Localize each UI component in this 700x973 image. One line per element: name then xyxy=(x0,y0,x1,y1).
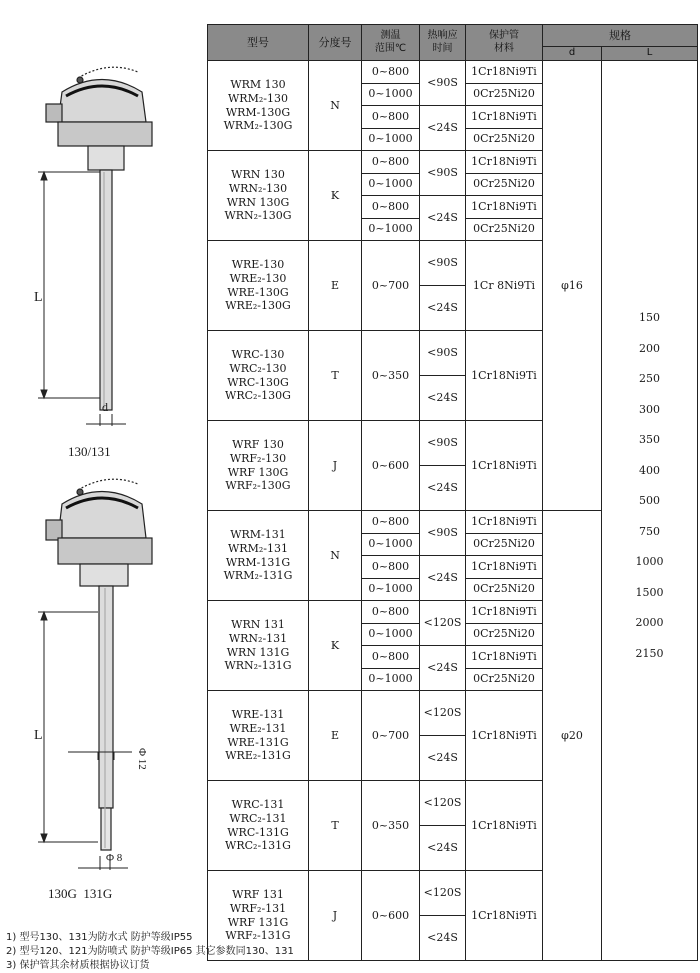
model-name: WRC-131 xyxy=(231,798,285,811)
model-name: WRN 131 xyxy=(231,618,285,631)
range-cell: 0~800 xyxy=(362,151,420,174)
header-range: 测温 范围℃ xyxy=(362,25,420,61)
material-cell: 0Cr25Ni20 xyxy=(466,128,543,151)
range-cell: 0~1000 xyxy=(362,578,420,601)
label-130-131: 130/131 xyxy=(68,444,111,459)
dim-L-top: L xyxy=(34,290,43,305)
range-cell: 0~600 xyxy=(362,421,420,511)
response-cell: <90S xyxy=(420,511,466,556)
model-name: WRC₂-130 xyxy=(229,361,287,375)
response-cell: <24S xyxy=(420,286,466,331)
model-name: WRF 131G xyxy=(227,915,289,929)
response-cell: <24S xyxy=(420,196,466,241)
range-cell: 0~800 xyxy=(362,601,420,624)
material-cell: 0Cr25Ni20 xyxy=(466,578,543,601)
graduation-cell: K xyxy=(309,601,362,691)
range-cell: 0~600 xyxy=(362,871,420,961)
model-name: WRN₂-130G xyxy=(224,209,292,223)
model-cell xyxy=(208,601,309,691)
graduation-cell: E xyxy=(309,691,362,781)
material-cell: 1Cr18Ni9Ti xyxy=(466,781,543,871)
model-name: WRM-131 xyxy=(230,528,286,541)
length-value: 400 xyxy=(639,463,660,477)
range-cell: 0~800 xyxy=(362,646,420,669)
graduation-cell: N xyxy=(309,61,362,151)
product-drawings xyxy=(0,0,205,920)
model-cell xyxy=(208,421,309,511)
model-name: WRF 130G xyxy=(227,465,289,479)
response-cell: <90S xyxy=(420,61,466,106)
response-cell: <24S xyxy=(420,556,466,601)
table-row xyxy=(208,61,698,84)
model-name: WRN 131G xyxy=(226,645,290,659)
material-cell: 1Cr 8Ni9Ti xyxy=(466,241,543,331)
length-value: 1500 xyxy=(635,585,664,599)
header-response: 热响应 时间 xyxy=(420,25,466,61)
range-cell: 0~1000 xyxy=(362,173,420,196)
model-name: WRM₂-130 xyxy=(228,91,288,105)
material-cell: 1Cr18Ni9Ti xyxy=(466,511,543,534)
model-name: WRC₂-130G xyxy=(225,389,291,403)
response-cell: <120S xyxy=(420,691,466,736)
range-cell: 0~350 xyxy=(362,331,420,421)
dim-d-top: d xyxy=(102,400,108,414)
response-cell: <24S xyxy=(420,916,466,961)
response-cell: <24S xyxy=(420,646,466,691)
model-name: WRN 130G xyxy=(226,195,290,209)
range-cell: 0~800 xyxy=(362,556,420,579)
range-cell: 0~1000 xyxy=(362,623,420,646)
range-cell: 0~1000 xyxy=(362,668,420,691)
dim-L-bottom: L xyxy=(34,728,43,743)
model-name: WRE-130G xyxy=(227,285,289,299)
material-cell: 0Cr25Ni20 xyxy=(466,218,543,241)
model-cell xyxy=(208,61,309,151)
range-cell: 0~700 xyxy=(362,241,420,331)
response-cell: <90S xyxy=(420,421,466,466)
model-name: WRN₂-131 xyxy=(228,631,288,645)
model-name: WRM 130 xyxy=(230,78,286,91)
model-name: WRM₂-131 xyxy=(228,541,288,555)
material-cell: 0Cr25Ni20 xyxy=(466,533,543,556)
model-name: WRE-131 xyxy=(231,708,285,721)
model-name: WRC-131G xyxy=(227,825,289,839)
model-name: WRE₂-130G xyxy=(225,299,291,313)
length-value: 500 xyxy=(639,494,660,507)
model-name: WRM-131G xyxy=(225,555,291,569)
range-cell: 0~350 xyxy=(362,781,420,871)
material-cell: 1Cr18Ni9Ti xyxy=(466,601,543,624)
diameter-cell: φ16 xyxy=(543,61,602,511)
material-cell: 1Cr18Ni9Ti xyxy=(466,151,543,174)
material-cell: 1Cr18Ni9Ti xyxy=(466,691,543,781)
response-cell: <24S xyxy=(420,376,466,421)
response-cell: <120S xyxy=(420,871,466,916)
model-name: WRC-130 xyxy=(231,348,285,361)
model-cell xyxy=(208,151,309,241)
model-name: WRF 130 xyxy=(232,438,284,451)
model-cell xyxy=(208,781,309,871)
material-cell: 1Cr18Ni9Ti xyxy=(466,421,543,511)
range-cell: 0~800 xyxy=(362,196,420,219)
length-value: 350 xyxy=(639,433,660,446)
length-value: 1000 xyxy=(635,555,664,568)
graduation-cell: N xyxy=(309,511,362,601)
response-cell: <90S xyxy=(420,241,466,286)
model-name: WRN 130 xyxy=(231,168,285,181)
range-cell: 0~1000 xyxy=(362,83,420,106)
model-name: WRM₂-130G xyxy=(223,119,293,133)
header-material: 保护管 材料 xyxy=(466,25,543,61)
material-cell: 0Cr25Ni20 xyxy=(466,83,543,106)
length-value: 200 xyxy=(639,341,660,355)
model-cell xyxy=(208,511,309,601)
model-name: WRF 131 xyxy=(232,888,284,901)
model-name: WRF₂-131 xyxy=(229,901,287,915)
response-cell: <24S xyxy=(420,106,466,151)
range-cell: 0~800 xyxy=(362,106,420,129)
response-cell: <90S xyxy=(420,331,466,376)
response-cell: <24S xyxy=(420,736,466,781)
length-value: 150 xyxy=(639,311,660,324)
range-cell: 0~800 xyxy=(362,61,420,84)
label-130G-131G: 130G 131G xyxy=(48,886,113,901)
model-name: WRC₂-131G xyxy=(225,839,291,853)
length-value: 750 xyxy=(639,524,660,538)
header-graduation: 分度号 xyxy=(309,25,362,61)
thermocouple-130G-drawing xyxy=(46,479,152,850)
model-cell xyxy=(208,241,309,331)
spec-table xyxy=(207,24,698,961)
footnotes xyxy=(6,931,294,973)
graduation-cell: K xyxy=(309,151,362,241)
model-name: WRM-130G xyxy=(225,105,291,119)
model-name: WRN₂-131G xyxy=(224,659,292,673)
material-cell: 0Cr25Ni20 xyxy=(466,668,543,691)
model-name: WRE-131G xyxy=(227,735,289,749)
dim-phi8: Φ 8 xyxy=(106,852,123,864)
header-model: 型号 xyxy=(208,25,309,61)
length-cell xyxy=(602,61,698,961)
model-name: WRC-130G xyxy=(227,375,289,389)
range-cell: 0~1000 xyxy=(362,128,420,151)
length-value: 250 xyxy=(639,372,660,385)
response-cell: <90S xyxy=(420,151,466,196)
material-cell: 0Cr25Ni20 xyxy=(466,173,543,196)
range-cell: 0~1000 xyxy=(362,218,420,241)
length-value: 2150 xyxy=(635,646,664,660)
material-cell: 1Cr18Ni9Ti xyxy=(466,646,543,669)
model-name: WRF₂-130 xyxy=(229,451,287,465)
dim-phi12: Φ 12 xyxy=(136,748,148,770)
graduation-cell: E xyxy=(309,241,362,331)
response-cell: <120S xyxy=(420,601,466,646)
header-d: d xyxy=(543,47,602,61)
thermocouple-130-drawing xyxy=(46,67,152,410)
model-name: WRM₂-131G xyxy=(223,569,293,583)
model-name: WRF₂-131G xyxy=(225,929,291,943)
range-cell: 0~800 xyxy=(362,511,420,534)
graduation-cell: T xyxy=(309,781,362,871)
response-cell: <24S xyxy=(420,466,466,511)
material-cell: 1Cr18Ni9Ti xyxy=(466,106,543,129)
header-L: L xyxy=(602,47,698,61)
model-name: WRF₂-130G xyxy=(225,479,291,493)
note-1: 1) 型号130、131为防水式 防护等级IP55 xyxy=(6,932,193,943)
model-cell xyxy=(208,331,309,421)
response-cell: <120S xyxy=(420,781,466,826)
thermocouple-drawing xyxy=(0,0,205,920)
diameter-cell: φ20 xyxy=(543,511,602,961)
length-value: 2000 xyxy=(635,616,664,629)
material-cell: 1Cr18Ni9Ti xyxy=(466,61,543,84)
model-name: WRN₂-130 xyxy=(228,181,288,195)
graduation-cell: T xyxy=(309,331,362,421)
range-cell: 0~1000 xyxy=(362,533,420,556)
model-name: WRE₂-131G xyxy=(225,749,291,763)
material-cell: 0Cr25Ni20 xyxy=(466,623,543,646)
model-name: WRE₂-130 xyxy=(229,271,287,285)
note-3: 3) 保护管其余材质根据协议订货 xyxy=(6,960,150,971)
model-name: WRC₂-131 xyxy=(229,811,287,825)
range-cell: 0~700 xyxy=(362,691,420,781)
model-cell xyxy=(208,691,309,781)
note-2: 2) 型号120、121为防喷式 防护等级IP65 其它参数同130、131 xyxy=(6,946,294,957)
material-cell: 1Cr18Ni9Ti xyxy=(466,196,543,219)
material-cell: 1Cr18Ni9Ti xyxy=(466,331,543,421)
model-name: WRE₂-131 xyxy=(229,721,287,735)
material-cell: 1Cr18Ni9Ti xyxy=(466,871,543,961)
graduation-cell: J xyxy=(309,871,362,961)
response-cell: <24S xyxy=(420,826,466,871)
graduation-cell: J xyxy=(309,421,362,511)
header-spec: 规格 xyxy=(543,25,698,47)
length-value: 300 xyxy=(639,402,660,416)
model-name: WRE-130 xyxy=(231,258,285,271)
material-cell: 1Cr18Ni9Ti xyxy=(466,556,543,579)
